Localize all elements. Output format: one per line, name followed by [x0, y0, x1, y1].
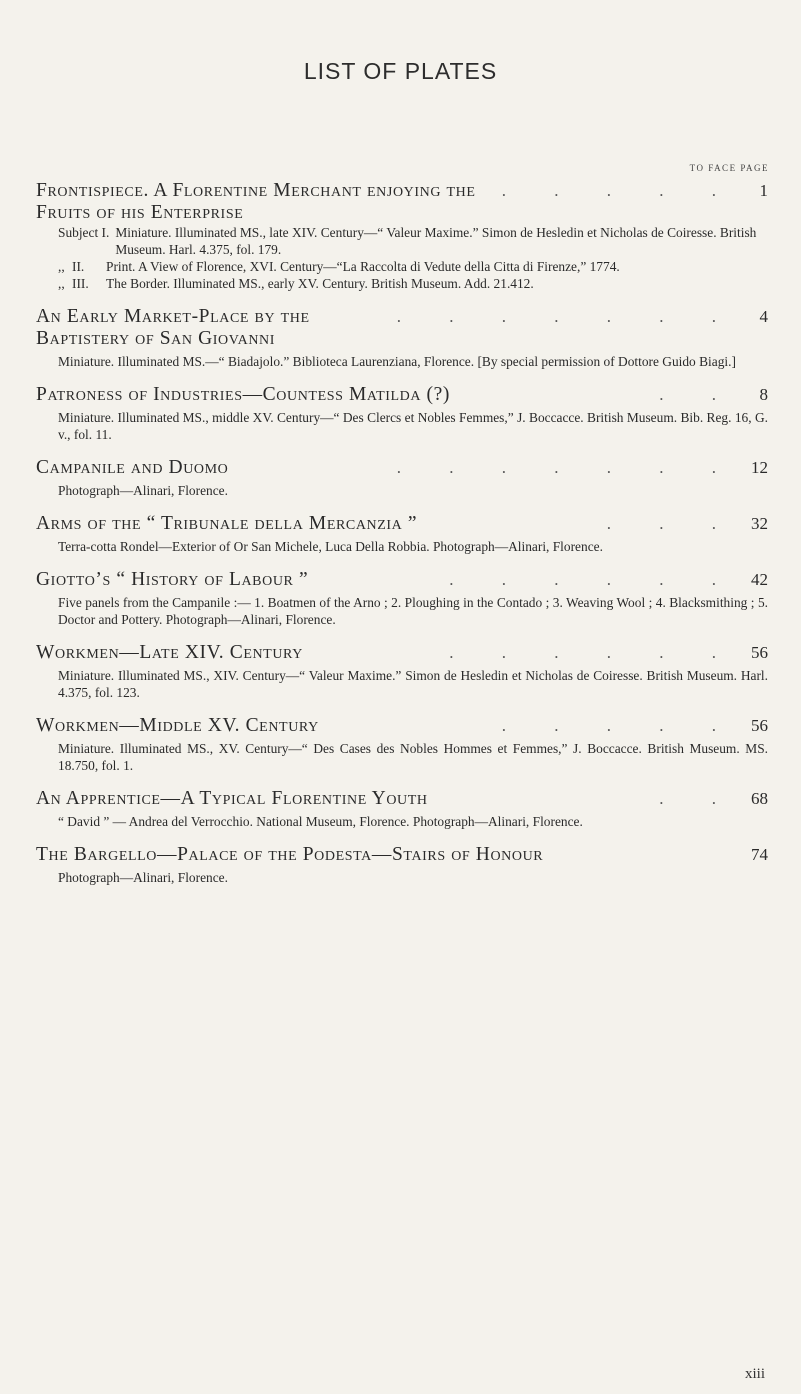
- plate-entry: [36, 180, 768, 292]
- plate-subject-line: [58, 224, 768, 258]
- plate-page-number: 12: [751, 458, 768, 477]
- leader-dots: . . . . . . .: [396, 307, 738, 326]
- plate-page-number: 68: [751, 789, 768, 808]
- subject-description: Print. A View of Florence, XVI. Century—“La Raccolta di Vedute della Citta di Firenze,” 1774.: [106, 259, 620, 274]
- plate-entry: [36, 569, 768, 628]
- ditto-mark: ,,: [58, 276, 65, 291]
- plate-subject-line: [58, 275, 768, 292]
- plate-description: Terra-cotta Rondel—Exterior of Or San Michele, Luca Della Robbia. Photograph—Alinari, Florence.: [58, 539, 603, 554]
- plate-description: Photograph—Alinari, Florence.: [58, 870, 228, 885]
- plate-description: Miniature. Illuminated MS., XIV. Century—“ Valeur Maxime.” Simon de Hesledin et Nicholas de Coiresse. British Museum. Harl. 4.375, fol. 123.: [58, 668, 768, 700]
- plate-page-number: 56: [751, 643, 768, 662]
- plate-title-row: [36, 384, 768, 406]
- plates-list: [36, 180, 768, 900]
- plate-title-row: [36, 306, 768, 350]
- plate-title-row: [36, 457, 768, 479]
- subject-number: II.: [72, 259, 85, 274]
- leader-dots: . . . . .: [501, 716, 738, 735]
- plate-title-row: [36, 642, 768, 664]
- plate-entry: [36, 513, 768, 555]
- leader-dots: . . .: [606, 514, 738, 533]
- subject-number: III.: [72, 276, 89, 291]
- plate-title: Frontispiece. A Florentine Merchant enjoying the Fruits of his Enterprise: [36, 180, 476, 223]
- ditto-mark: ,,: [58, 259, 65, 274]
- plate-description: “ David ” — Andrea del Verrocchio. National Museum, Florence. Photograph—Alinari, Florence.: [58, 814, 583, 829]
- page-number: xiii: [744, 1366, 765, 1382]
- plate-description: Miniature. Illuminated MS., middle XV. Century—“ Des Clercs et Nobles Femmes,” J. Boccacce. British Museum. Bib. Reg. 16, G. v., fol. 11.: [58, 410, 768, 442]
- plate-page-number: 8: [759, 385, 768, 404]
- plate-title: Workmen—Middle XV. Century: [36, 715, 319, 736]
- plate-entry: [36, 306, 768, 370]
- plate-page-number: 1: [759, 181, 768, 200]
- plate-entry: [36, 642, 768, 701]
- plate-description: Miniature. Illuminated MS.—“ Biadajolo.” Biblioteca Laurenziana, Florence. [By special permission of Dottore Guido Biagi.]: [58, 354, 736, 369]
- subject-description: The Border. Illuminated MS., early XV. Century. British Museum. Add. 21.412.: [106, 276, 534, 291]
- plate-entry: [36, 788, 768, 830]
- plate-description: Five panels from the Campanile :— 1. Boatmen of the Arno ; 2. Ploughing in the Contado ; 3. Weaving Wool ; 4. Blacksmithing ; 5. Doctor and Pottery. Photograph—Alinari, Florence.: [58, 595, 768, 627]
- plate-title-row: [36, 788, 768, 810]
- leader-dots: . .: [659, 385, 738, 404]
- plate-title-row: [36, 569, 768, 591]
- plate-title-row: [36, 513, 768, 535]
- plate-entry: [36, 384, 768, 443]
- plate-title: An Early Market-Place by the Baptistery of San Giovanni: [36, 306, 310, 349]
- plate-description: Miniature. Illuminated MS., XV. Century—“ Des Cases des Nobles Hommes et Femmes,” J. Boccacce. British Museum. MS. 18.750, fol. 1.: [58, 741, 768, 773]
- leader-dots: . . . . . .: [449, 570, 738, 589]
- plate-page-number: 4: [759, 307, 768, 326]
- leader-dots: . . . . . . .: [396, 458, 738, 477]
- plate-title: Campanile and Duomo: [36, 457, 229, 478]
- plate-entry: [36, 844, 768, 886]
- leader-dots: . . . . .: [501, 181, 738, 200]
- plate-description: Photograph—Alinari, Florence.: [58, 483, 228, 498]
- plate-title: Arms of the “ Tribunale della Mercanzia ”: [36, 513, 418, 534]
- page-heading: LIST OF PLATES: [303, 58, 498, 84]
- plate-title: Workmen—Late XIV. Century: [36, 642, 303, 663]
- plate-title-row: [36, 844, 768, 866]
- plate-subject-line: [58, 258, 768, 275]
- plate-title: The Bargello—Palace of the Podesta—Stairs of Honour: [36, 844, 544, 865]
- subject-number: Subject I.: [58, 225, 110, 240]
- plate-title: Giotto’s “ History of Labour ”: [36, 569, 309, 590]
- plate-page-number: 74: [751, 845, 768, 864]
- plate-title: Patroness of Industries—Countess Matilda (?): [36, 384, 450, 405]
- plate-title-row: [36, 715, 768, 737]
- plate-page-number: 32: [751, 514, 768, 533]
- plate-entry: [36, 457, 768, 499]
- plate-title: An Apprentice—A Typical Florentine Youth: [36, 788, 428, 809]
- leader-dots: . . . . . .: [449, 643, 738, 662]
- column-header: TO FACE PAGE: [689, 163, 769, 173]
- plate-page-number: 56: [751, 716, 768, 735]
- plate-page-number: 42: [751, 570, 768, 589]
- plate-entry: [36, 715, 768, 774]
- subject-description: Miniature. Illuminated MS., late XIV. Century—“ Valeur Maxime.” Simon de Hesledin et Nicholas de Coiresse. British Museum. Harl. 4.375, fol. 179.: [115, 225, 757, 257]
- leader-dots: . .: [659, 789, 738, 808]
- plate-title-row: [36, 180, 768, 224]
